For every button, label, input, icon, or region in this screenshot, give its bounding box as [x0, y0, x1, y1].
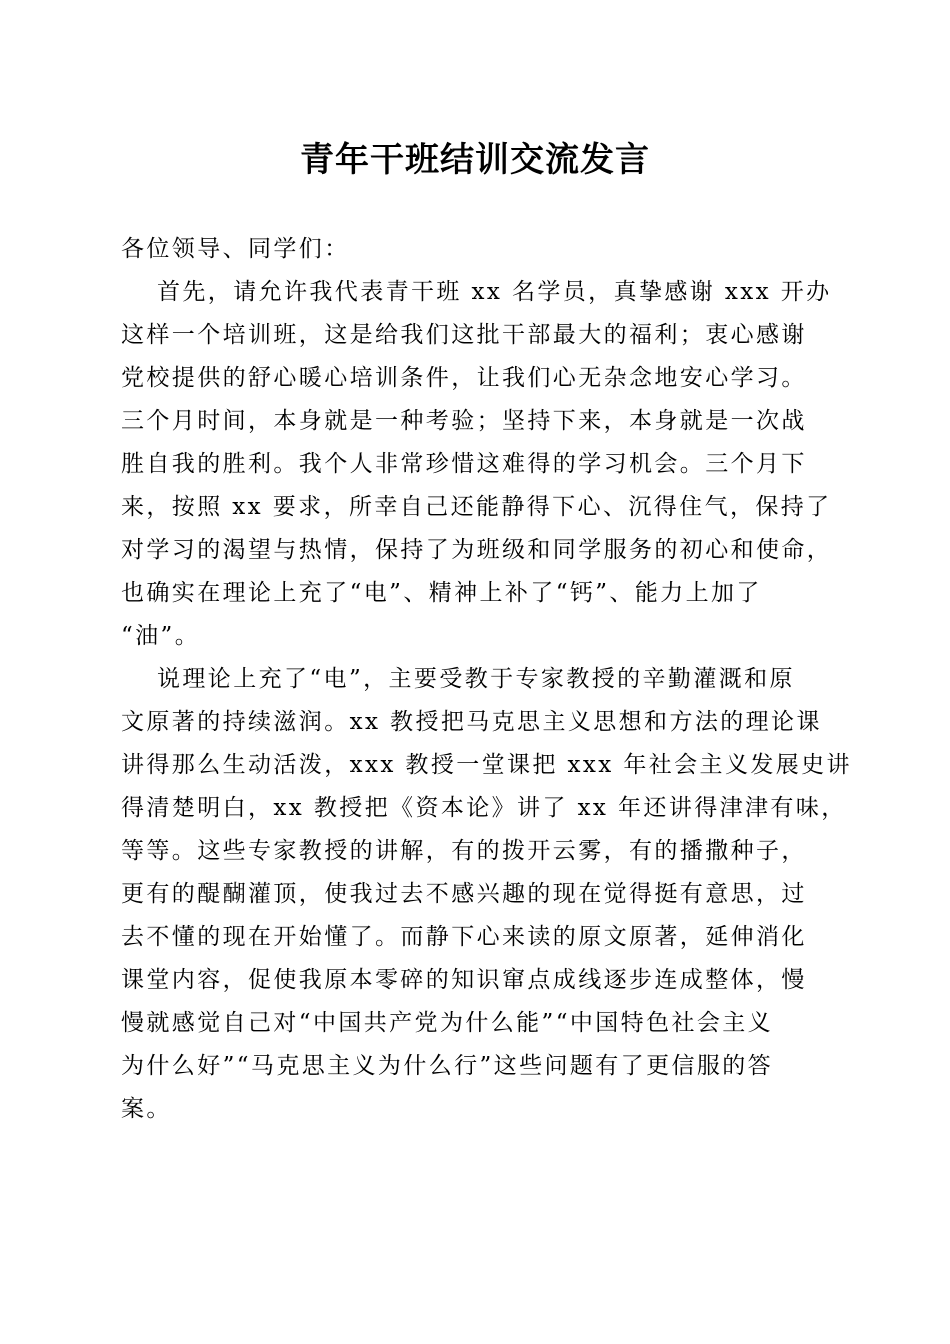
paragraph-line: 也确实在理论上充了“电”、精神上补了“钙”、能力上加了: [121, 580, 762, 606]
paragraph-line: 慢就感觉自己对“中国共产党为什么能”“中国特色社会主义: [121, 1010, 774, 1036]
paragraph-line: 去不懂的现在开始懂了。而静下心来读的原文原著，延伸消化: [121, 924, 807, 950]
paragraph-line: “油”。: [121, 623, 201, 649]
paragraph-line: 三个月时间，本身就是一种考验；坚持下来，本身就是一次战: [121, 408, 807, 434]
document-title: 青年干班结训交流发言: [300, 140, 650, 180]
paragraph-line: 讲得那么生动活泼，xxx 教授一堂课把 xxx 年社会主义发展史讲: [121, 752, 852, 778]
paragraph-line: 案。: [121, 1096, 172, 1122]
paragraph-line: 等等。这些专家教授的讲解，有的拨开云雾，有的播撒种子，: [121, 838, 807, 864]
paragraph-line: 更有的醍醐灌顶，使我过去不感兴趣的现在觉得挺有意思，过: [121, 881, 807, 907]
paragraph-line: 说理论上充了“电”，主要受教于专家教授的辛勤灌溉和原: [157, 666, 795, 692]
paragraph-line: 文原著的持续滋润。xx 教授把马克思主义思想和方法的理论课: [121, 709, 822, 735]
paragraph-1: [121, 271, 833, 658]
paragraph-line: 为什么好”“马克思主义为什么行”这些问题有了更信服的答: [121, 1053, 774, 1079]
paragraph-line: 课堂内容，促使我原本零碎的知识窜点成线逐步连成整体，慢: [121, 967, 807, 993]
paragraph-line: 胜自我的胜利。我个人非常珍惜这难得的学习机会。三个月下: [121, 451, 807, 477]
paragraph-line: 党校提供的舒心暖心培训条件，让我们心无杂念地安心学习。: [121, 365, 807, 391]
paragraph-line: 这样一个培训班，这是给我们这批干部最大的福利；衷心感谢: [121, 322, 807, 348]
paragraph-line: 对学习的渴望与热情，保持了为班级和同学服务的初心和使命，: [121, 537, 833, 563]
paragraph-line: 来，按照 xx 要求，所幸自己还能静得下心、沉得住气，保持了: [121, 494, 832, 520]
paragraph-line: 首先，请允许我代表青干班 xx 名学员，真挚感谢 xxx 开办: [157, 279, 832, 305]
paragraph-2: [121, 658, 852, 1131]
salutation: 各位领导、同学们：: [121, 236, 350, 262]
paragraph-line: 得清楚明白，xx 教授把《资本论》讲了 xx 年还讲得津津有味，: [121, 795, 847, 821]
document-body: [121, 228, 852, 1131]
